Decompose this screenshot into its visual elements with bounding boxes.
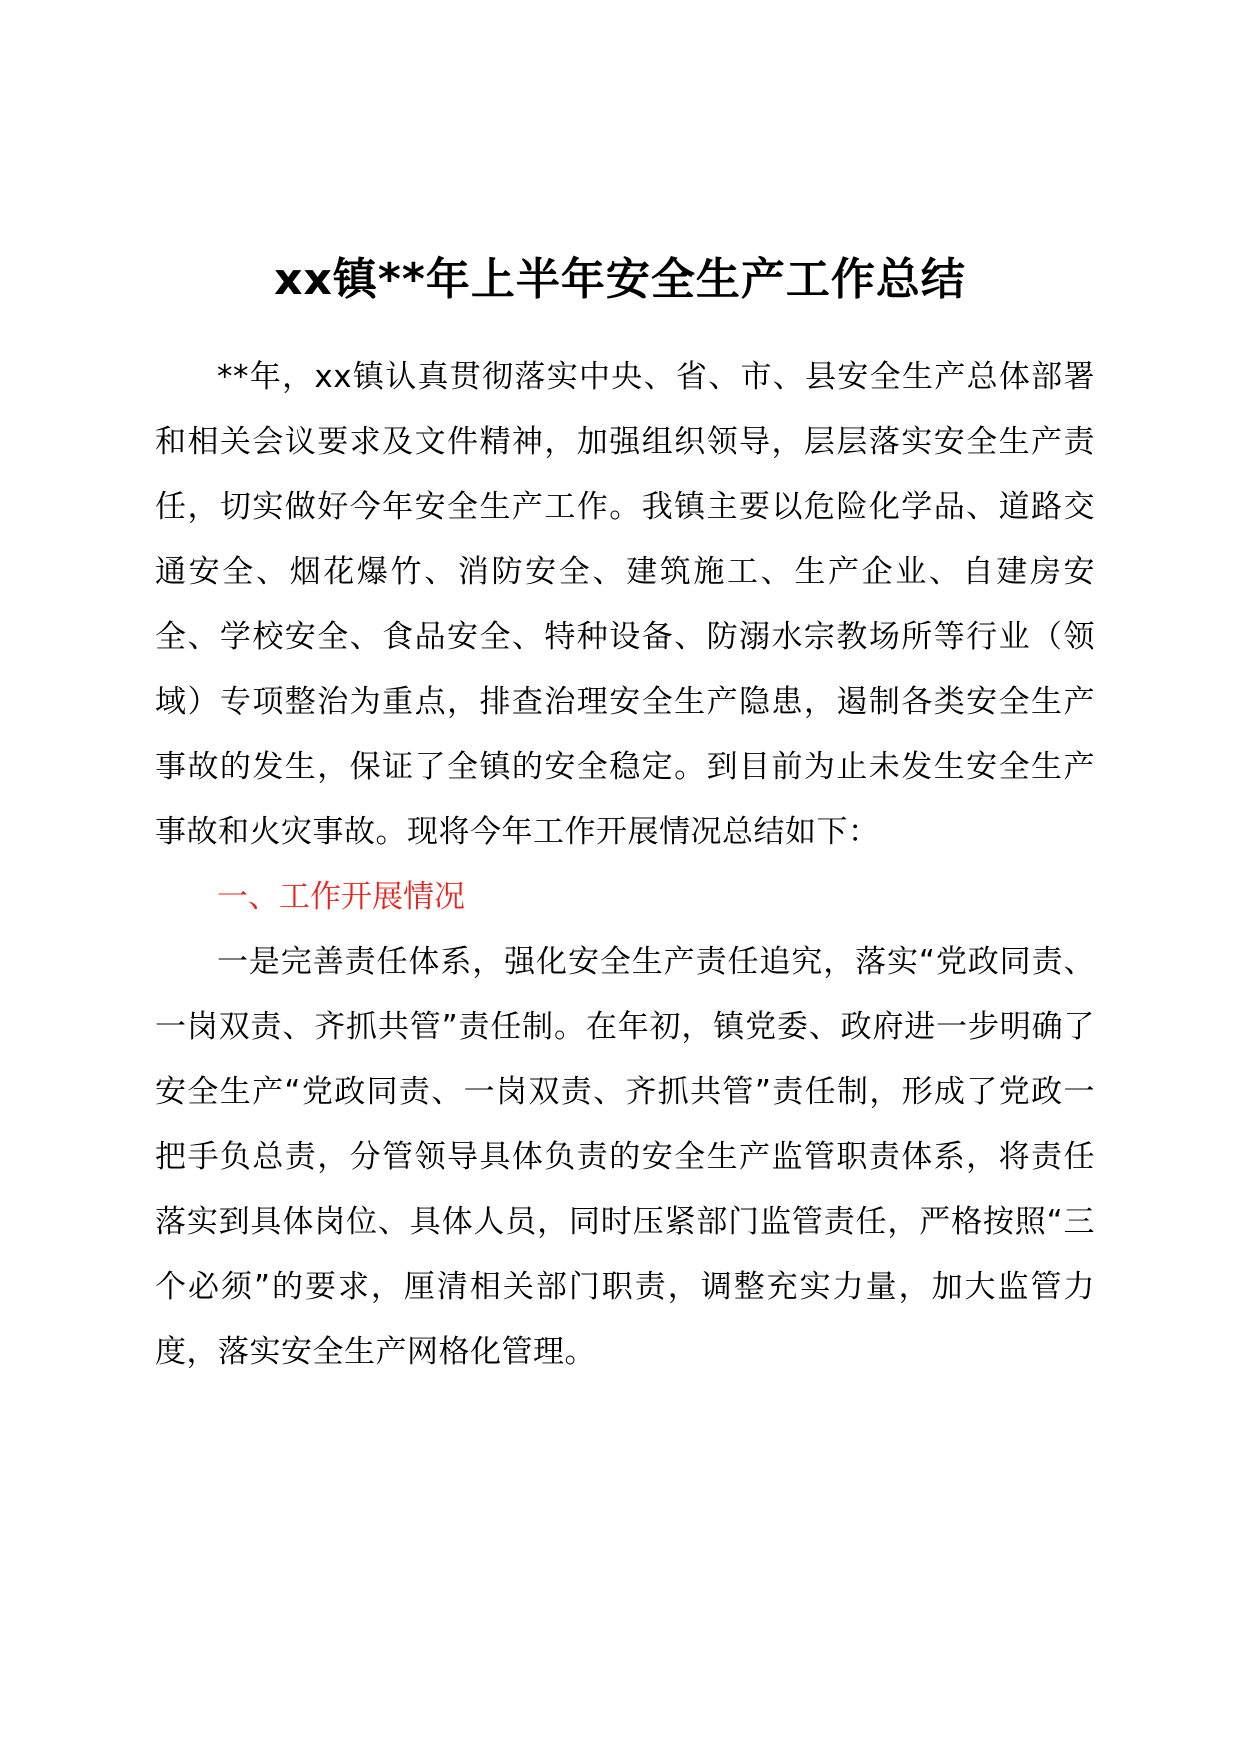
section-1-paragraph: 一是完善责任体系，强化安全生产责任追究，落实“党政同责、一岗双责、齐抓共管”责任制。在年初，镇党委、政府进一步明确了安全生产“党政同责、一岗双责、齐抓共管”责任制，形成了党政一把手负总责，分管领导具体负责的安全生产监管职责体系，将责任落实到具体岗位、具体人员，同时压紧部门监管责任，严格按照“三个必须”的要求，厘清相关部门职责，调整充实力量，加大监管力度，落实安全生产网格化管理。 [155, 944, 1095, 1370]
intro-paragraph: **年，xx镇认真贯彻落实中央、省、市、县安全生产总体部署和相关会议要求及文件精神，加强组织领导，层层落实安全生产责任，切实做好今年安全生产工作。我镇主要以危险化学品、道路交通安全、烟花爆竹、消防安全、建筑施工、生产企业、自建房安全、学校安全、食品安全、特种设备、防溺水宗教场所等行业（领域）专项整治为重点，排查治理安全生产隐患，遏制各类安全生产事故的发生，保证了全镇的安全稳定。到目前为止未发生安全生产事故和火灾事故。现将今年工作开展情况总结如下： [155, 359, 1095, 850]
section-heading-1: 一、工作开展情况 [217, 879, 465, 915]
document-title: xx镇**年上半年安全生产工作总结 [274, 254, 966, 305]
document-body [155, 345, 1095, 1385]
